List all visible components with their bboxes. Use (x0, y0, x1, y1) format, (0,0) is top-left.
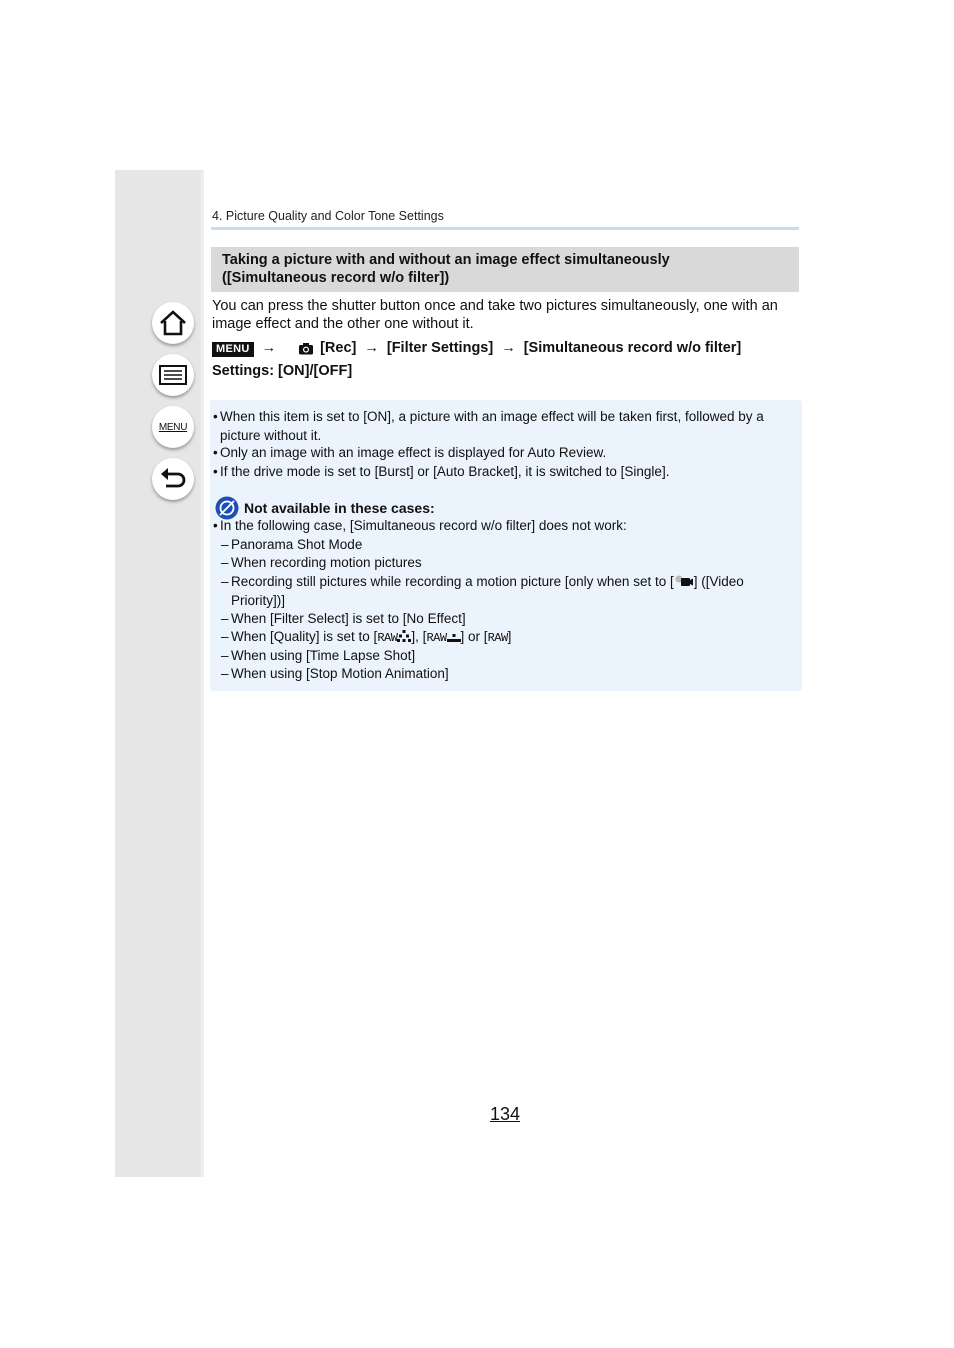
bullet: • (213, 464, 218, 479)
contents-button[interactable] (152, 354, 194, 396)
intro-text: You can press the shutter button once and take two pictures simultaneously, one with an image effect and the other one without it. (212, 298, 778, 332)
note-item: If the drive mode is set to [Burst] or [Auto Bracket], it is switched to [Single]. (220, 464, 670, 479)
case-item (231, 573, 776, 610)
raw-standard-label: RAW (426, 631, 447, 645)
case-item: Panorama Shot Mode (231, 537, 363, 552)
separator: ] or [ (460, 629, 488, 644)
bullet: • (213, 409, 218, 424)
case-item: When using [Time Lapse Shot] (231, 648, 416, 663)
menu-arrow: → (261, 340, 277, 356)
page-number: 134 (490, 1104, 521, 1124)
bullet: • (213, 445, 218, 460)
video-priority-icon (674, 574, 694, 588)
case-text: Recording still pictures while recording a motion picture [only when set to [ (231, 574, 674, 589)
case-item: When using [Stop Motion Animation] (231, 666, 449, 681)
back-arrow-icon (158, 466, 188, 492)
section-title-line2: ([Simultaneous record w/o filter]) (222, 270, 450, 286)
section-heading (211, 247, 799, 292)
case-item: When [Filter Select] is set to [No Effect] (231, 611, 466, 626)
list-icon (158, 363, 188, 387)
menu-badge: MENU (212, 342, 254, 357)
case-item (231, 628, 776, 648)
dash: – (221, 537, 229, 552)
menu-path-item: [Simultaneous record w/o filter] (523, 340, 742, 356)
chapter-title: 4. Picture Quality and Color Tone Settings (212, 209, 444, 223)
camera-icon (298, 342, 314, 355)
back-button[interactable] (152, 458, 194, 500)
separator: ] (507, 629, 512, 644)
note-item: Only an image with an image effect is displayed for Auto Review. (220, 445, 607, 460)
menu-path (212, 339, 741, 357)
case-text: ] ([Video Priority])] (231, 574, 744, 608)
menu-button[interactable] (152, 406, 194, 448)
raw-fine-label: RAW (377, 631, 398, 645)
dash: – (221, 574, 229, 589)
menu-arrow: → (364, 340, 379, 356)
dash: – (221, 666, 229, 681)
chapter-rule (211, 227, 799, 230)
separator: ], [ (411, 629, 427, 644)
notes-box (210, 400, 802, 691)
dash: – (221, 648, 229, 663)
dash: – (221, 611, 229, 626)
menu-path-rec: [Rec] (320, 340, 357, 356)
menu-path-filter: [Filter Settings] (386, 340, 494, 356)
note-item: When this item is set to [ON], a picture with an image effect will be taken first, followed by a picture without it. (220, 409, 764, 443)
menu-label: MENU (158, 421, 188, 433)
settings-line: Settings: [ON]/[OFF] (212, 363, 353, 379)
not-available-title: Not available in these cases: (244, 500, 435, 516)
quality-standard-icon (447, 630, 461, 642)
quality-fine-icon (397, 630, 411, 642)
section-title-line1: Taking a picture with and without an image effect simultaneously (222, 252, 670, 268)
menu-arrow: → (501, 340, 516, 356)
home-button[interactable] (152, 302, 194, 344)
dash: – (221, 555, 229, 570)
raw-only-label: RAW (487, 631, 508, 645)
case-item: When recording motion pictures (231, 555, 422, 570)
not-available-intro: In the following case, [Simultaneous record w/o filter] does not work: (220, 518, 627, 533)
home-icon (158, 309, 188, 337)
dash: – (221, 629, 229, 644)
bullet: • (213, 518, 218, 533)
case-text: When [Quality] is set to [ (231, 629, 378, 644)
